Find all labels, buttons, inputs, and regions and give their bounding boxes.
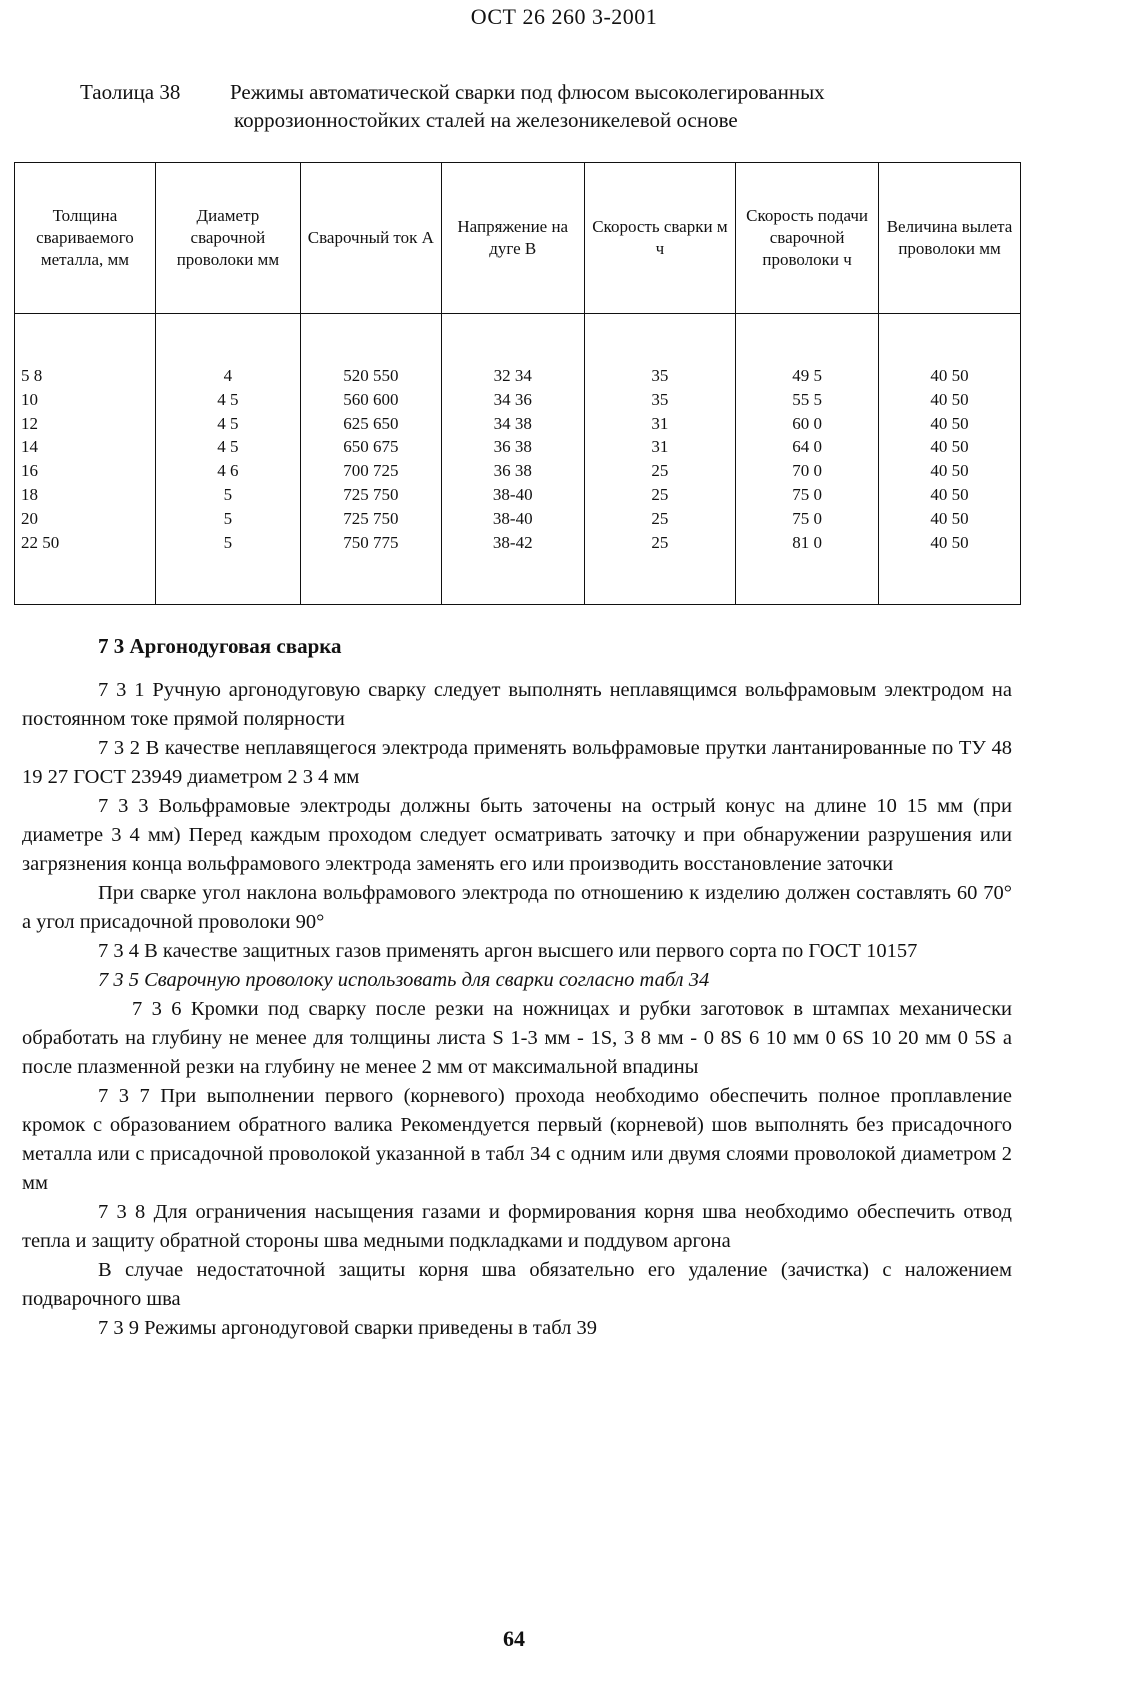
column-wire-diameter: 4 4 5 4 5 4 5 4 6 5 5 5 (155, 314, 300, 605)
paragraph-7-3-7: 7 3 7 При выполнении первого (корневого) прохода необходимо обеспечить полное проплавление кромок с образованием обратного валика Рекомендуется первый (корневой) шов выполнять без присадочного металла или с присадочной проволокой указанной в табл 34 с одним или двумя слоями проволокой диаметром 2 мм (22, 1085, 1012, 1194)
header-voltage: Напряжение на дуге В (441, 163, 584, 314)
table-row (15, 314, 1021, 605)
page-number: 64 (503, 1626, 525, 1651)
header-wire-feed-speed: Скорость подачи сварочной проволоки ч (736, 163, 879, 314)
table-caption-line2: коррозионностойких сталей на железоникелевой основе (234, 108, 738, 132)
paragraph-7-3-4: 7 3 4 В качестве защитных газов применять аргон высшего или первого сорта по ГОСТ 10157 (98, 940, 918, 962)
table-caption-line1: Режимы автоматической сварки под флюсом высоколегированных (230, 80, 825, 104)
paragraph-7-3-1: 7 3 1 Ручную аргонодуговую сварку следует выполнять неплавящимся вольфрамовым электродом на постоянном токе прямой полярности (22, 679, 1012, 730)
column-welding-speed: 35 35 31 31 25 25 25 25 (584, 314, 735, 605)
header-welding-speed: Скорость сварки м ч (584, 163, 735, 314)
table-caption (80, 78, 1020, 134)
column-current: 520 550 560 600 625 650 650 675 700 725 725 750 725 750 750 775 (300, 314, 441, 605)
paragraph-7-3-5: 7 3 5 Сварочную проволоку использовать для сварки согласно табл 34 (98, 969, 710, 991)
table-header-row (15, 163, 1021, 314)
paragraph-7-3-6: 7 3 6 Кромки под сварку после резки на ножницах и рубки заготовок в штампах механически обработать на глубину не менее для толщины листа S 1-3 мм - 1S, 3 8 мм - 0 8S 6 10 мм 0 6S 10 20 мм 0 5S а после плазменной резки на глубину не менее 2 мм от максимальной впадины (22, 998, 1012, 1078)
column-voltage: 32 34 34 36 34 38 36 38 36 38 38-40 38-40 38-42 (441, 314, 584, 605)
body-text (22, 676, 1012, 1343)
header-thickness: Толщина свариваемого металла, мм (15, 163, 156, 314)
section-title: 7 3 Аргонодуговая сварка (98, 634, 342, 658)
column-wire-extension: 40 50 40 50 40 50 40 50 40 50 40 50 40 50 40 50 (879, 314, 1021, 605)
paragraph-root-protection: В случае недостаточной защиты корня шва обязательно его удаление (зачистка) с наложением подварочного шва (22, 1259, 1012, 1310)
column-wire-feed-speed: 49 5 55 5 60 0 64 0 70 0 75 0 75 0 81 0 (736, 314, 879, 605)
paragraph-7-3-8: 7 3 8 Для ограничения насыщения газами и формирования корня шва необходимо обеспечить отвод тепла и защиту обратной стороны шва медными подкладками и поддувом аргона (22, 1201, 1012, 1252)
header-wire-diameter: Диаметр сварочной проволоки мм (155, 163, 300, 314)
header-current: Сварочный ток А (300, 163, 441, 314)
document-header: ОСТ 26 260 3-2001 (470, 4, 658, 29)
table-caption-number: Таолица 38 (80, 80, 181, 104)
paragraph-angle: При сварке угол наклона вольфрамового электрода по отношению к изделию должен составлять 60 70° а угол присадочной проволоки 90° (22, 882, 1012, 933)
header-wire-extension: Величина вылета проволоки мм (879, 163, 1021, 314)
column-thickness: 5 8 10 12 14 16 18 20 22 50 (15, 314, 156, 605)
paragraph-7-3-9: 7 3 9 Режимы аргонодуговой сварки приведены в табл 39 (98, 1317, 597, 1339)
welding-modes-table (14, 162, 1021, 605)
paragraph-7-3-3: 7 3 3 Вольфрамовые электроды должны быть заточены на острый конус на длине 10 15 мм (при диаметре 3 4 мм) Перед каждым проходом следует осматривать заточку и при обнаружении разрушения или загрязнения конца вольфрамового электрода заменять его или производить восстановление заточки (22, 795, 1012, 875)
paragraph-7-3-2: 7 3 2 В качестве неплавящегося электрода применять вольфрамовые прутки лантанированные по ТУ 48 19 27 ГОСТ 23949 диаметром 2 3 4 мм (22, 737, 1012, 788)
